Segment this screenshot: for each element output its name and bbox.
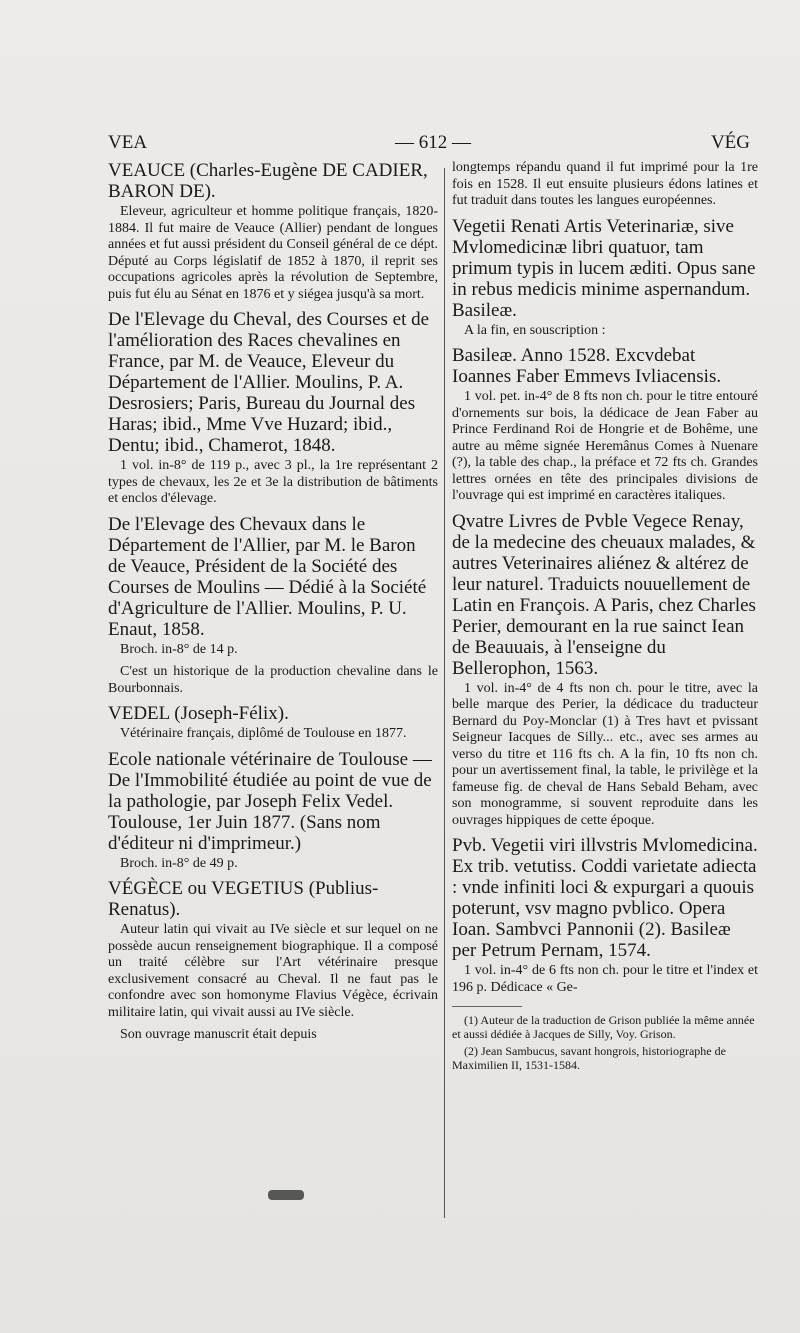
- entry-note: longtemps répandu quand il fut imprimé pour la 1re fois en 1528. Il eut ensuite plusieurs édons latines et fut traduit dans toutes les langues européennes.: [452, 160, 758, 208]
- footnote: (2) Jean Sambucus, savant hongrois, historiographe de Maximilien II, 1531-1584.: [452, 1044, 726, 1072]
- header-right: VÉG: [710, 132, 750, 153]
- entry-heading: Ecole nationale vétérinaire de Toulouse — De l'Immobilité étudiée au point de vue de la pathologie, par Joseph Felix Vedel. Toulouse, 1er Juin 1877. (Sans nom d'éditeur ni d'imprimeur.): [108, 748, 432, 854]
- left-column: [108, 160, 438, 1050]
- entry-heading: Qvatre Livres de Pvble Vegece Renay, de la medecine des cheuaux malades, & autres Veterinaires aliénez & altérez de leur naturel. Traduicts nouuellement de Latin en François. A Paris, chez Charles Perier, demourant en la rue sainct Iean de Beauuais, à l'enseigne du Bellerophon, 1563.: [452, 510, 756, 679]
- page-number: — 612 —: [395, 132, 471, 153]
- entry-note: Broch. in-8° de 49 p.: [120, 855, 238, 871]
- entry-note: Vétérinaire français, diplômé de Toulouse en 1877.: [120, 726, 407, 741]
- right-column: [452, 160, 758, 1075]
- entry-heading: De l'Elevage des Chevaux dans le Département de l'Allier, par M. le Baron de Veauce, Président de la Société des Courses de Moulins — Dédié à la Société d'Agriculture de l'Allier. Moulins, P. U. Enaut, 1858.: [108, 513, 427, 640]
- entry-heading: De l'Elevage du Cheval, des Courses et de l'amélioration des Races chevalines en France, par M. de Veauce, Eleveur du Département de l'Allier. Moulins, P. A. Desrosiers; Paris, Bureau du Journal des Haras; ibid., Mme Vve Huzard; ibid., Dentu; ibid., Chamerot, 1848.: [108, 309, 430, 456]
- footnotes: [452, 1013, 758, 1072]
- entry-note: C'est un historique de la production chevaline dans le Bourbonnais.: [108, 664, 438, 696]
- ink-blot: [268, 1190, 304, 1200]
- footnote: (1) Auteur de la traduction de Grison publiée la même année et aussi dédiée à Jacques de Silly, Voy. Grison.: [452, 1013, 755, 1041]
- footnote-separator: [452, 1006, 522, 1007]
- header-left: VEA: [108, 132, 148, 153]
- entry-heading: Pvb. Vegetii viri illvstris Mvlomedicina. Ex trib. vetutiss. Coddi varietate adiecta : vnde infiniti loci & expurgari a quouis poterunt, vsv magno pvblico. Opera Ioan. Sambvci Pannonii (2). Basileæ per Petrum Pernam, 1574.: [452, 835, 758, 961]
- entry-note: Auteur latin qui vivait au IVe siècle et sur lequel on ne possède aucun renseignement biographique. Il a composé un traité célèbre sur l'Art vétérinaire presque exclusivement consacré au Cheval. Il ne faut pas le confondre avec son homonyme Flavius Végèce, écrivain militaire latin, qui vivait aussi au IVe siècle.: [108, 922, 438, 1020]
- entry-note: Son ouvrage manuscrit était depuis: [120, 1027, 317, 1042]
- entry-note: Eleveur, agriculteur et homme politique français, 1820-1884. Il fut maire de Veauce (Allier) pendant de longues années et fut aussi président du Conseil général de ce dépt. Député au Corps législatif de 1852 à 1870, il reprit ses occupations agricoles après la révolution de Septembre, puis fut élu au Sénat en 1876 et y siégea jusqu'à sa mort.: [108, 204, 438, 302]
- entry-heading: VEAUCE (Charles-Eugène DE CADIER, BARON DE).: [108, 160, 428, 202]
- entry-heading: Basileæ. Anno 1528. Excvdebat Ioannes Faber Emmevs Ivliacensis.: [452, 345, 722, 387]
- entry-note: A la fin, en souscription :: [464, 322, 606, 338]
- entry-note: 1 vol. in-4° de 4 fts non ch. pour le titre, avec la belle marque des Perier, la dédicace du traducteur Bernard du Poy-Monclar (1) à Tres havt et pvissant Seigneur Iacques de Silly... etc., avec ses armes au verso du titre et 116 fts ch. A la fin, 10 fts non ch. pour un avertissement final, la table, le privilège et la fameuse fig. de cheval de Hans Sebald Beham, avec son monogramme, si souvent reproduite dans les ouvrages hippiques de cette époque.: [452, 680, 758, 828]
- entry-note: Broch. in-8° de 14 p.: [120, 641, 238, 657]
- entry-note: 1 vol. in-4° de 6 fts non ch. pour le titre et l'index et 196 p. Dédicace « Ge-: [452, 963, 758, 995]
- entry-note: 1 vol. in-8° de 119 p., avec 3 pl., la 1re représentant 2 types de chevaux, les 2e et 3e la distribution de bâtiments et enclos d'élevage.: [108, 458, 438, 506]
- entry-note: 1 vol. pet. in-4° de 8 fts non ch. pour le titre entouré d'ornements sur bois, la dédicace de Jean Faber au Prince Ferdinand Roi de Hongrie et de Bohême, une autre au même signée Heremânus Comes à Nuenare (?), la table des chap., la préface et 72 fts ch. Grandes lettres ornées en tête des principales divisions de l'ouvrage qui est imprimé en caractères italiques.: [452, 389, 758, 503]
- column-divider: [444, 168, 445, 1218]
- entry-heading: VEDEL (Joseph-Félix).: [108, 703, 289, 724]
- entry-heading: Vegetii Renati Artis Veterinariæ, sive Mvlomedicinæ libri quatuor, tam primum typis in lucem æditi. Opus sane in rebus medicis minime aspernandum. Basileæ.: [452, 215, 756, 321]
- entry-heading: VÉGÈCE ou VEGETIUS (Publius-Renatus).: [108, 878, 379, 920]
